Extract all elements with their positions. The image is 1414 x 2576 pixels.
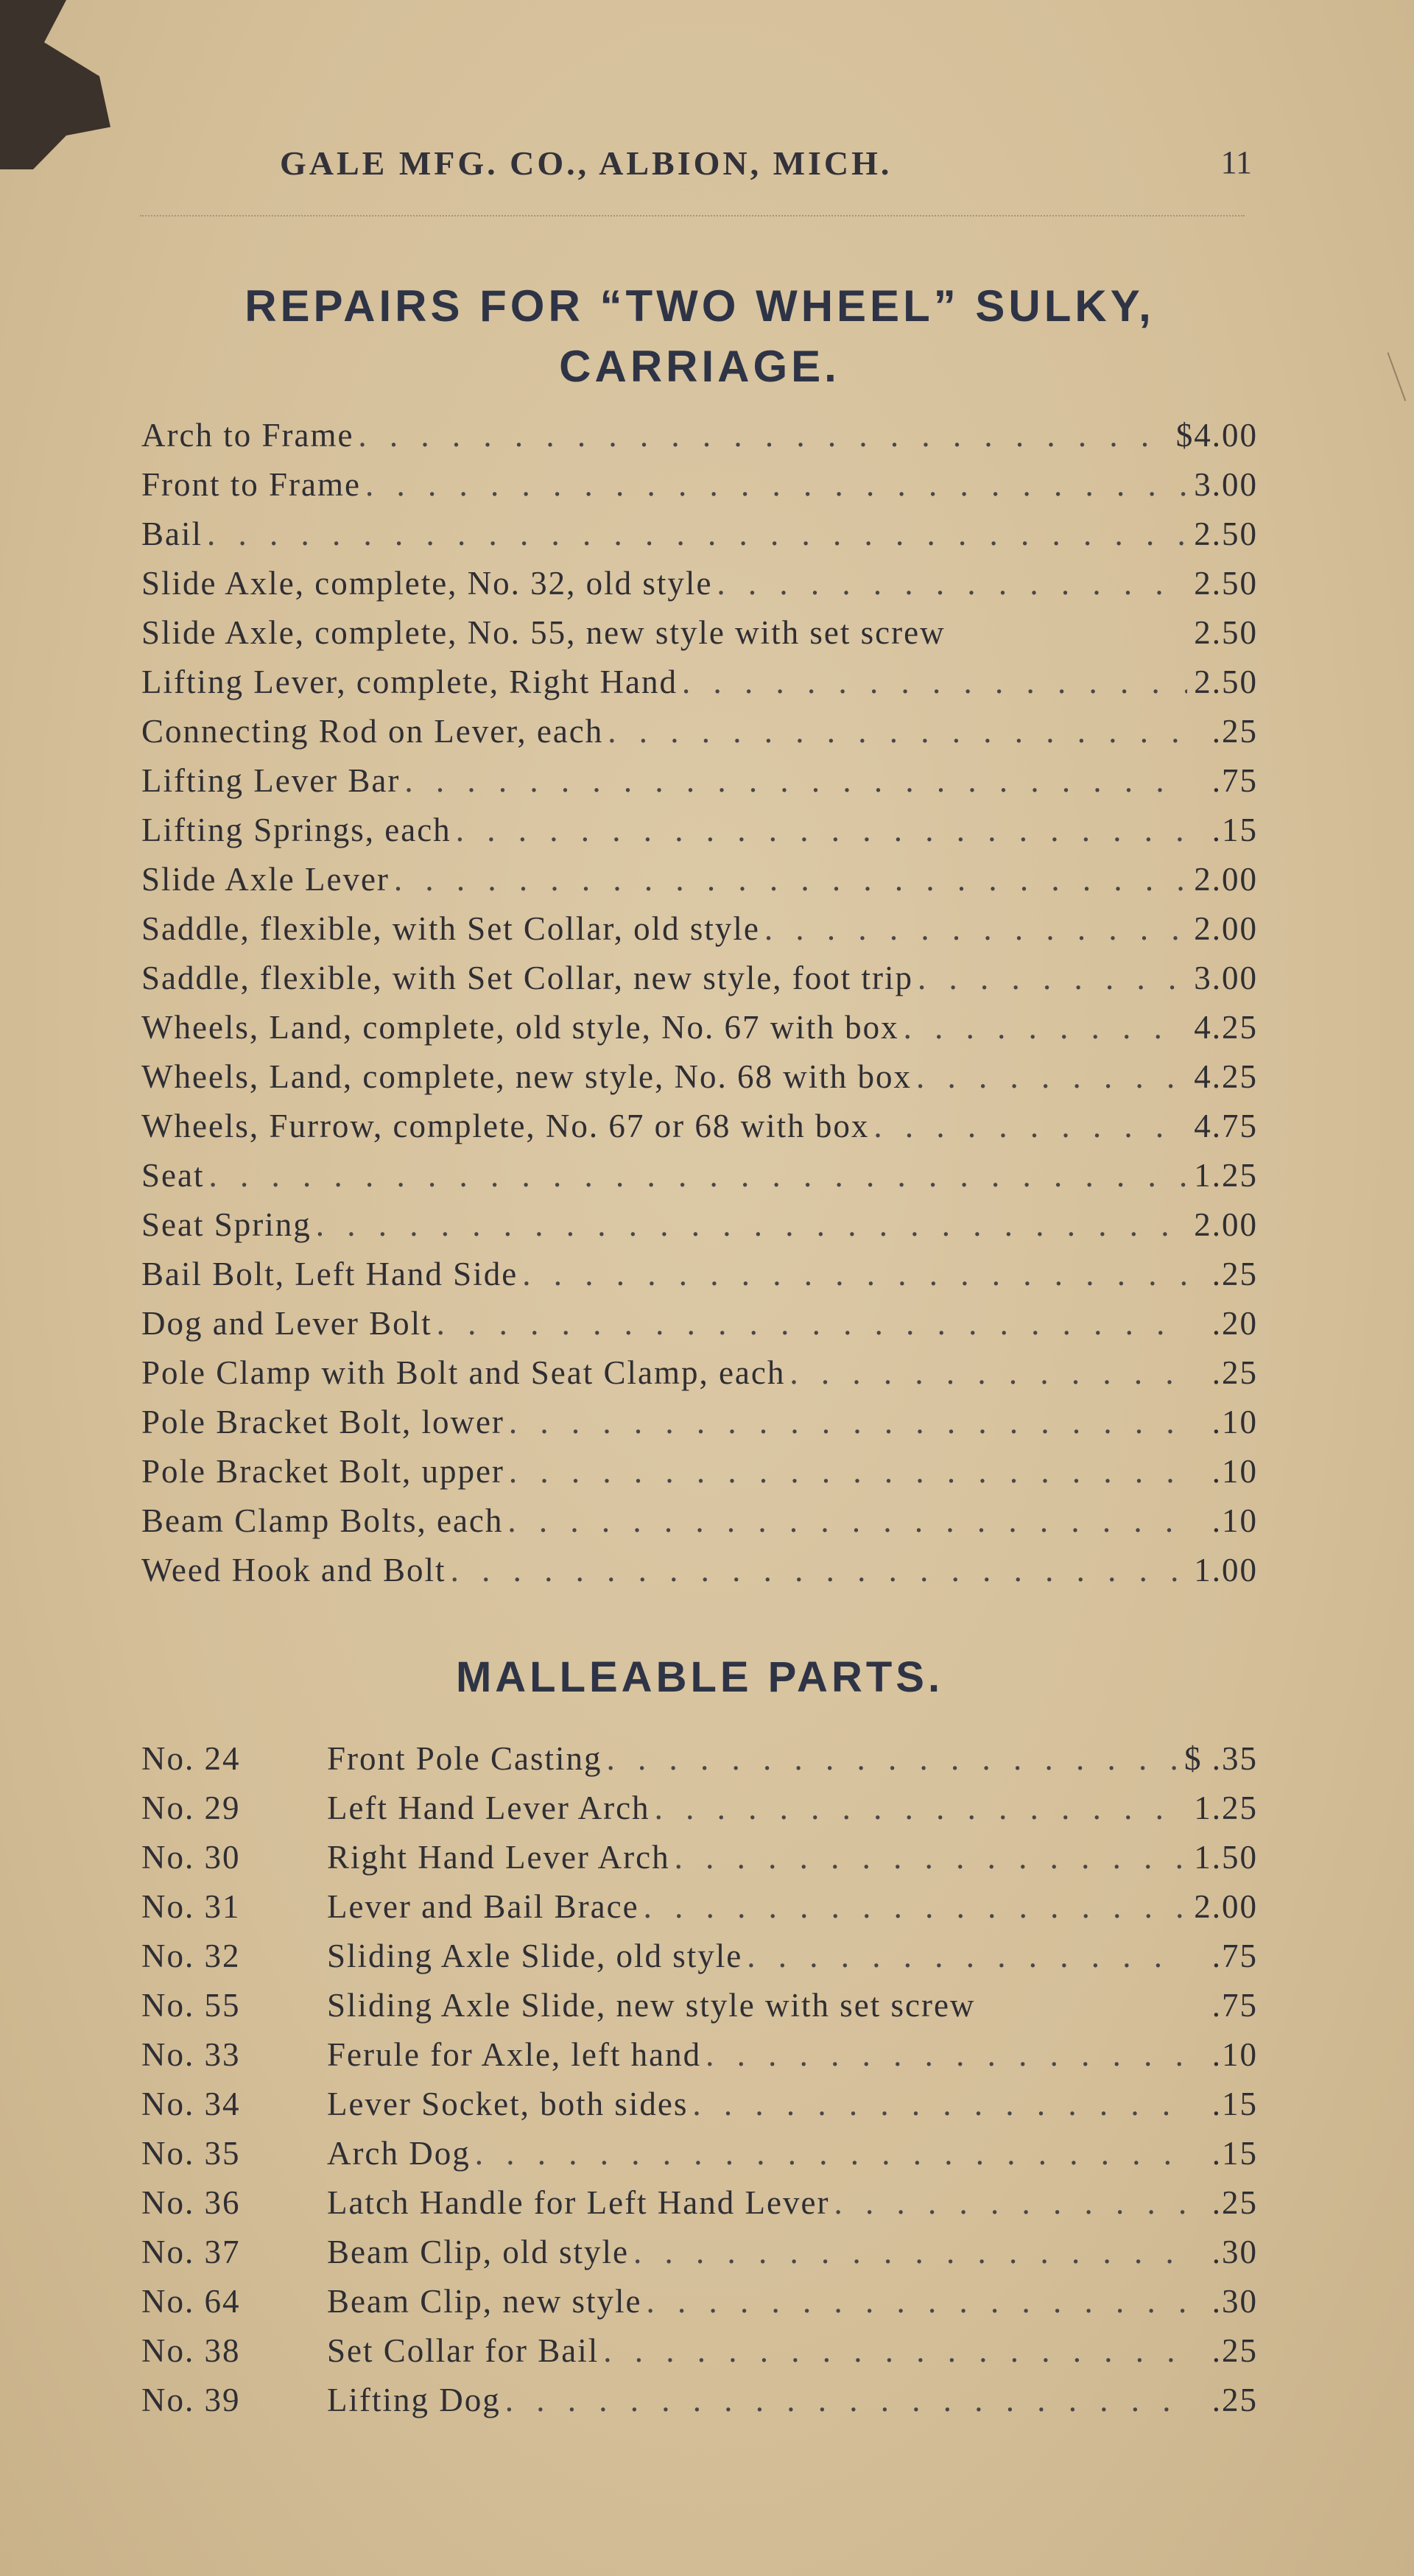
running-head bbox=[280, 144, 1252, 188]
part-number: No. 32 bbox=[141, 1938, 241, 1974]
part-number: No. 37 bbox=[141, 2234, 241, 2270]
part-number: No. 64 bbox=[141, 2283, 241, 2320]
price-row bbox=[141, 1937, 1258, 1986]
header-rule bbox=[140, 215, 1245, 217]
part-description: Saddle, flexible, with Set Collar, new style, foot trip bbox=[141, 960, 914, 996]
price-row bbox=[141, 564, 1258, 613]
dot-leader bbox=[365, 465, 1187, 504]
part-description: Beam Clip, old style bbox=[327, 2234, 629, 2270]
part-description: Beam Clip, new style bbox=[327, 2283, 642, 2320]
repairs-title-line1: REPAIRS FOR “TWO WHEEL” SULKY, bbox=[245, 281, 1155, 331]
dot-leader bbox=[475, 2134, 1187, 2172]
price-row bbox=[141, 1206, 1258, 1255]
dot-leader bbox=[655, 1789, 1187, 1827]
dot-leader bbox=[522, 1255, 1187, 1293]
price-row bbox=[141, 2233, 1258, 2282]
dot-leader bbox=[358, 416, 1171, 454]
price-row bbox=[141, 2035, 1258, 2085]
price-row bbox=[141, 1403, 1258, 1452]
part-description: Slide Axle, complete, No. 55, new style with set screw bbox=[141, 614, 946, 651]
part-description: Dog and Lever Bolt bbox=[141, 1305, 432, 1342]
part-price: .75 bbox=[1211, 1938, 1258, 1974]
dot-leader bbox=[404, 761, 1187, 800]
dot-leader bbox=[509, 1403, 1187, 1441]
part-price: .10 bbox=[1211, 1453, 1258, 1490]
dot-leader bbox=[316, 1206, 1187, 1244]
price-row bbox=[141, 1986, 1258, 2035]
dot-leader bbox=[437, 1304, 1187, 1342]
price-row bbox=[141, 515, 1258, 564]
part-description: Lifting Springs, each bbox=[141, 812, 451, 848]
part-description: Slide Axle Lever bbox=[141, 861, 390, 898]
price-row bbox=[141, 2183, 1258, 2233]
part-description: Arch Dog bbox=[327, 2135, 471, 2172]
price-row bbox=[141, 860, 1258, 909]
price-row bbox=[141, 1304, 1258, 1354]
part-description: Connecting Rod on Lever, each bbox=[141, 713, 604, 750]
price-row bbox=[141, 2085, 1258, 2134]
part-description: Lifting Dog bbox=[327, 2382, 501, 2418]
part-price: .75 bbox=[1211, 762, 1258, 799]
dot-leader bbox=[456, 811, 1187, 849]
part-price: 1.25 bbox=[1194, 1157, 1258, 1194]
part-number: No. 38 bbox=[141, 2332, 241, 2369]
part-number: No. 24 bbox=[141, 1740, 241, 1777]
part-description: Sliding Axle Slide, old style bbox=[327, 1938, 743, 1974]
part-description: Arch to Frame bbox=[141, 417, 354, 454]
part-price: 2.00 bbox=[1194, 861, 1258, 898]
dot-leader bbox=[207, 515, 1187, 553]
part-price: .25 bbox=[1211, 2184, 1258, 2221]
price-row bbox=[141, 416, 1258, 465]
part-price: 3.00 bbox=[1194, 960, 1258, 996]
margin-mark bbox=[1373, 352, 1407, 406]
part-price: .25 bbox=[1211, 713, 1258, 750]
price-row bbox=[141, 1838, 1258, 1887]
part-price: $4.00 bbox=[1175, 417, 1258, 454]
malleable-section-title: MALLEABLE PARTS. bbox=[455, 1653, 944, 1701]
price-row bbox=[141, 1107, 1258, 1156]
part-price: 4.25 bbox=[1194, 1009, 1258, 1046]
price-row bbox=[141, 1502, 1258, 1551]
price-row bbox=[141, 761, 1258, 811]
part-description: Wheels, Land, complete, new style, No. 68 with box bbox=[141, 1058, 912, 1095]
part-description: Lifting Lever, complete, Right Hand bbox=[141, 664, 678, 700]
part-price: 1.50 bbox=[1194, 1839, 1258, 1876]
dot-leader bbox=[646, 2282, 1187, 2320]
part-number: No. 31 bbox=[141, 1888, 241, 1925]
part-description: Lifting Lever Bar bbox=[141, 762, 401, 799]
part-price: 2.50 bbox=[1194, 515, 1258, 552]
dot-leader bbox=[451, 1551, 1187, 1589]
part-price: .25 bbox=[1211, 1256, 1258, 1292]
dot-leader bbox=[507, 1502, 1187, 1540]
price-row bbox=[141, 2381, 1258, 2430]
part-description: Lever and Bail Brace bbox=[327, 1888, 639, 1925]
price-row bbox=[141, 2282, 1258, 2332]
price-row bbox=[141, 1156, 1258, 1206]
part-description: Ferule for Axle, left hand bbox=[327, 2036, 702, 2073]
part-number: No. 55 bbox=[141, 1987, 241, 2024]
part-price: .20 bbox=[1211, 1305, 1258, 1342]
repairs-price-list bbox=[141, 416, 1258, 1600]
dot-leader bbox=[208, 1156, 1187, 1194]
part-price: .10 bbox=[1211, 1502, 1258, 1539]
part-price: .30 bbox=[1211, 2283, 1258, 2320]
price-row bbox=[141, 613, 1258, 663]
part-number: No. 33 bbox=[141, 2036, 241, 2073]
part-price: .15 bbox=[1211, 812, 1258, 848]
part-price: 4.25 bbox=[1194, 1058, 1258, 1095]
price-row bbox=[141, 1255, 1258, 1304]
price-row bbox=[141, 909, 1258, 959]
part-price: .30 bbox=[1211, 2234, 1258, 2270]
price-row bbox=[141, 465, 1258, 515]
part-description: Saddle, flexible, with Set Collar, old style bbox=[141, 910, 760, 947]
publisher-heading: GALE MFG. CO., ALBION, MICH. bbox=[280, 144, 893, 182]
part-description: Bail Bolt, Left Hand Side bbox=[141, 1256, 518, 1292]
part-price: 2.50 bbox=[1194, 565, 1258, 602]
part-description: Bail bbox=[141, 515, 203, 552]
dot-leader bbox=[764, 909, 1187, 948]
part-price: .75 bbox=[1211, 1987, 1258, 2024]
part-price: .15 bbox=[1211, 2086, 1258, 2122]
dot-leader bbox=[603, 2332, 1187, 2370]
part-description: Latch Handle for Left Hand Lever bbox=[327, 2184, 830, 2221]
part-description: Pole Bracket Bolt, upper bbox=[141, 1453, 504, 1490]
dot-leader bbox=[717, 564, 1187, 602]
part-description: Seat Spring bbox=[141, 1206, 312, 1243]
part-price: .25 bbox=[1211, 2382, 1258, 2418]
dot-leader bbox=[633, 2233, 1187, 2271]
dot-leader bbox=[873, 1107, 1187, 1145]
dot-leader bbox=[509, 1452, 1187, 1491]
dot-leader bbox=[834, 2183, 1187, 2222]
dot-leader bbox=[608, 712, 1187, 750]
dot-leader bbox=[675, 1838, 1187, 1876]
part-price: 1.00 bbox=[1194, 1552, 1258, 1588]
price-row bbox=[141, 1452, 1258, 1502]
part-description: Weed Hook and Bolt bbox=[141, 1552, 446, 1588]
part-price: 2.50 bbox=[1194, 664, 1258, 700]
part-description: Pole Bracket Bolt, lower bbox=[141, 1404, 504, 1440]
part-price: 3.00 bbox=[1194, 466, 1258, 503]
price-row bbox=[141, 1008, 1258, 1058]
part-description: Wheels, Furrow, complete, No. 67 or 68 with box bbox=[141, 1108, 870, 1144]
part-number: No. 39 bbox=[141, 2382, 241, 2418]
price-row bbox=[141, 663, 1258, 712]
dot-leader bbox=[706, 2035, 1187, 2074]
part-description: Sliding Axle Slide, new style with set screw bbox=[327, 1987, 976, 2024]
part-description: Left Hand Lever Arch bbox=[327, 1790, 650, 1826]
dot-leader bbox=[692, 2085, 1187, 2123]
torn-corner bbox=[0, 0, 110, 169]
price-row bbox=[141, 2332, 1258, 2381]
part-description: Set Collar for Bail bbox=[327, 2332, 599, 2369]
price-row bbox=[141, 1789, 1258, 1838]
part-price: .10 bbox=[1211, 2036, 1258, 2073]
dot-leader bbox=[394, 860, 1187, 898]
part-number: No. 30 bbox=[141, 1839, 241, 1876]
part-price: 2.50 bbox=[1194, 614, 1258, 651]
part-description: Right Hand Lever Arch bbox=[327, 1839, 670, 1876]
price-row bbox=[141, 811, 1258, 860]
price-row bbox=[141, 1739, 1258, 1789]
part-number: No. 36 bbox=[141, 2184, 241, 2221]
part-number: No. 34 bbox=[141, 2086, 241, 2122]
part-description: Slide Axle, complete, No. 32, old style bbox=[141, 565, 713, 602]
part-description: Lever Socket, both sides bbox=[327, 2086, 689, 2122]
price-row bbox=[141, 1887, 1258, 1937]
dot-leader bbox=[607, 1739, 1180, 1778]
dot-leader bbox=[904, 1008, 1187, 1046]
page-number: 11 bbox=[1220, 144, 1252, 180]
dot-leader bbox=[789, 1354, 1187, 1392]
price-row bbox=[141, 712, 1258, 761]
part-number: No. 29 bbox=[141, 1790, 241, 1826]
dot-leader bbox=[682, 663, 1187, 701]
part-description: Front Pole Casting bbox=[327, 1740, 602, 1777]
price-row bbox=[141, 959, 1258, 1008]
part-price: 2.00 bbox=[1194, 1888, 1258, 1925]
dot-leader bbox=[505, 2381, 1187, 2419]
part-price: $ .35 bbox=[1184, 1740, 1258, 1777]
repairs-title-line2: CARRIAGE. bbox=[559, 342, 840, 391]
repairs-section-title bbox=[140, 276, 1259, 397]
part-description: Wheels, Land, complete, old style, No. 67 with box bbox=[141, 1009, 899, 1046]
part-number: No. 35 bbox=[141, 2135, 241, 2172]
dot-leader bbox=[916, 1058, 1187, 1096]
part-price: .25 bbox=[1211, 1354, 1258, 1391]
dot-leader bbox=[918, 959, 1187, 997]
part-price: 4.75 bbox=[1194, 1108, 1258, 1144]
price-row bbox=[141, 1551, 1258, 1600]
part-price: 2.00 bbox=[1194, 1206, 1258, 1243]
part-description: Front to Frame bbox=[141, 466, 361, 503]
part-price: .25 bbox=[1211, 2332, 1258, 2369]
part-description: Pole Clamp with Bolt and Seat Clamp, each bbox=[141, 1354, 786, 1391]
dot-leader bbox=[644, 1887, 1187, 1926]
price-row bbox=[141, 1354, 1258, 1403]
part-price: 1.25 bbox=[1194, 1790, 1258, 1826]
part-description: Beam Clamp Bolts, each bbox=[141, 1502, 504, 1539]
price-row bbox=[141, 1058, 1258, 1107]
part-price: 2.00 bbox=[1194, 910, 1258, 947]
part-description: Seat bbox=[141, 1157, 205, 1194]
dot-leader bbox=[747, 1937, 1187, 1975]
part-price: .10 bbox=[1211, 1404, 1258, 1440]
part-price: .15 bbox=[1211, 2135, 1258, 2172]
price-row bbox=[141, 2134, 1258, 2183]
malleable-price-list bbox=[141, 1739, 1258, 2430]
